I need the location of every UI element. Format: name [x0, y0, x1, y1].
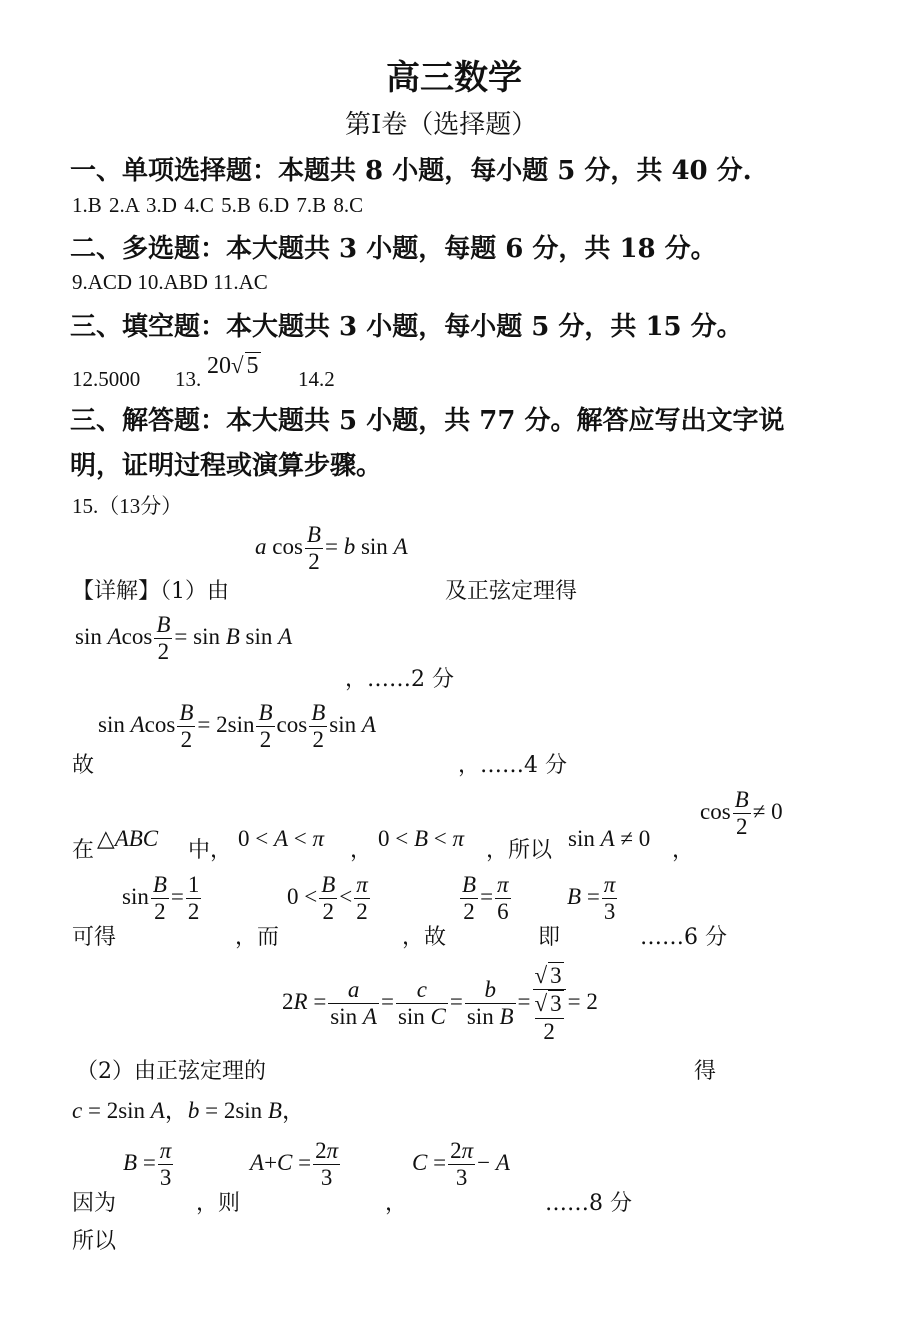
label-gu: 故 [72, 753, 95, 778]
detail-tail: 及正弦定理得 [445, 579, 578, 604]
section-2-answers: 9.ACD 10.ABD 11.AC [72, 270, 268, 294]
range-a: 0 < A < π [238, 826, 325, 851]
a-plus-c: A+C = $\frac{2\pi}{3}$ [250, 1138, 339, 1191]
score-step2: ，……2 分 [345, 667, 454, 692]
section-3-heading: 三、填空题：本大题共 3 小题，每小题 5 分，共 15 分。 [70, 312, 743, 342]
comma-3: ， [385, 1191, 408, 1216]
section-1-heading: 一、单项选择题：本题共 8 小题，每小题 5 分，共 40 分. [70, 156, 752, 186]
formula-step2: sin Acos $\frac{B}{2}$ = sin B sin A [75, 612, 293, 665]
sin-half-b: sin $\frac{B}{2}$ = $\frac{1}{2}$ [122, 872, 200, 925]
half-b-value: $\frac{B}{2}$ = $\frac{\pi}{6}$ [462, 872, 509, 925]
label-kede: 可得 [72, 925, 117, 950]
formula-c-b: c = 2sin A，b = 2sin B， [72, 1098, 305, 1123]
label-de: 得 [694, 1059, 717, 1084]
score-step4: ，……4 分 [458, 753, 567, 778]
cos-half-b-nonzero: cos $\frac{B}{2}$ ≠ 0 [700, 787, 783, 840]
answer-13-label: 13. [175, 367, 202, 391]
part-2-label: （2）由正弦定理的 [76, 1059, 266, 1084]
b-value: B = $\frac{\pi}{3}$ [567, 872, 616, 925]
label-suoyi: 所以 [72, 1229, 117, 1254]
label-gu2: ，故 [402, 925, 447, 950]
section-4-heading-line1: 三、解答题：本大题共 5 小题，共 77 分。解答应写出文字说 [70, 406, 785, 436]
triangle-abc: △ABC [97, 826, 159, 851]
c-equals: C = $\frac{2\pi}{3}$ − A [412, 1138, 510, 1191]
score-step6: ……6 分 [640, 925, 727, 950]
label-ze: ，则 [196, 1191, 241, 1216]
question-15-header: 15.（13分） [72, 494, 183, 518]
label-ji: 即 [538, 925, 561, 950]
b-equals: B = $\frac{\pi}{3}$ [123, 1138, 172, 1191]
section-1-answers: 1.B 2.A 3.D 4.C 5.B 6.D 7.B 8.C [72, 193, 364, 217]
answer-14: 14.2 [298, 367, 335, 391]
answer-12: 12.5000 [72, 367, 141, 391]
label-zai: 在 [72, 838, 95, 863]
label-zhong: 中， [188, 838, 233, 863]
answer-13-value: 20√ 5 [207, 353, 259, 379]
section-4-heading-line2: 明，证明过程或演算步骤。 [70, 451, 383, 481]
label-suoyi-comma: ，所以 [486, 838, 553, 863]
score-step8: ……8 分 [545, 1191, 632, 1216]
page-subtitle: 第Ⅰ卷（选择题） [345, 110, 538, 140]
label-yinwei: 因为 [72, 1191, 117, 1216]
formula-given: a cos $\frac{B}{2}$ = b sin A [255, 522, 408, 575]
page-title: 高三数学 [386, 58, 522, 98]
detail-label: 【详解】（1）由 [72, 579, 229, 604]
range-b: 0 < B < π [378, 826, 465, 851]
sin-a-nonzero: sin A ≠ 0 [568, 826, 651, 851]
formula-2r: 2R = $\frac{a}{\text{sin A}}$ = $\frac{c}{\text{sin C}}$ = $\frac{b}{\text{sin B}}$ = √ 3 √ 3 2 = 2 [282, 963, 598, 1044]
comma-1: ， [350, 838, 373, 863]
section-2-heading: 二、多选题：本大题共 3 小题，每题 6 分，共 18 分。 [70, 234, 717, 264]
formula-step4: sin Acos $\frac{B}{2}$ = 2sin $\frac{B}{2}$ cos $\frac{B}{2}$ sin A [98, 700, 376, 753]
comma-2: ， [672, 838, 695, 863]
label-er: ，而 [235, 925, 280, 950]
range-half-b: 0 < $\frac{B}{2}$ < $\frac{\pi}{2}$ [287, 872, 368, 925]
